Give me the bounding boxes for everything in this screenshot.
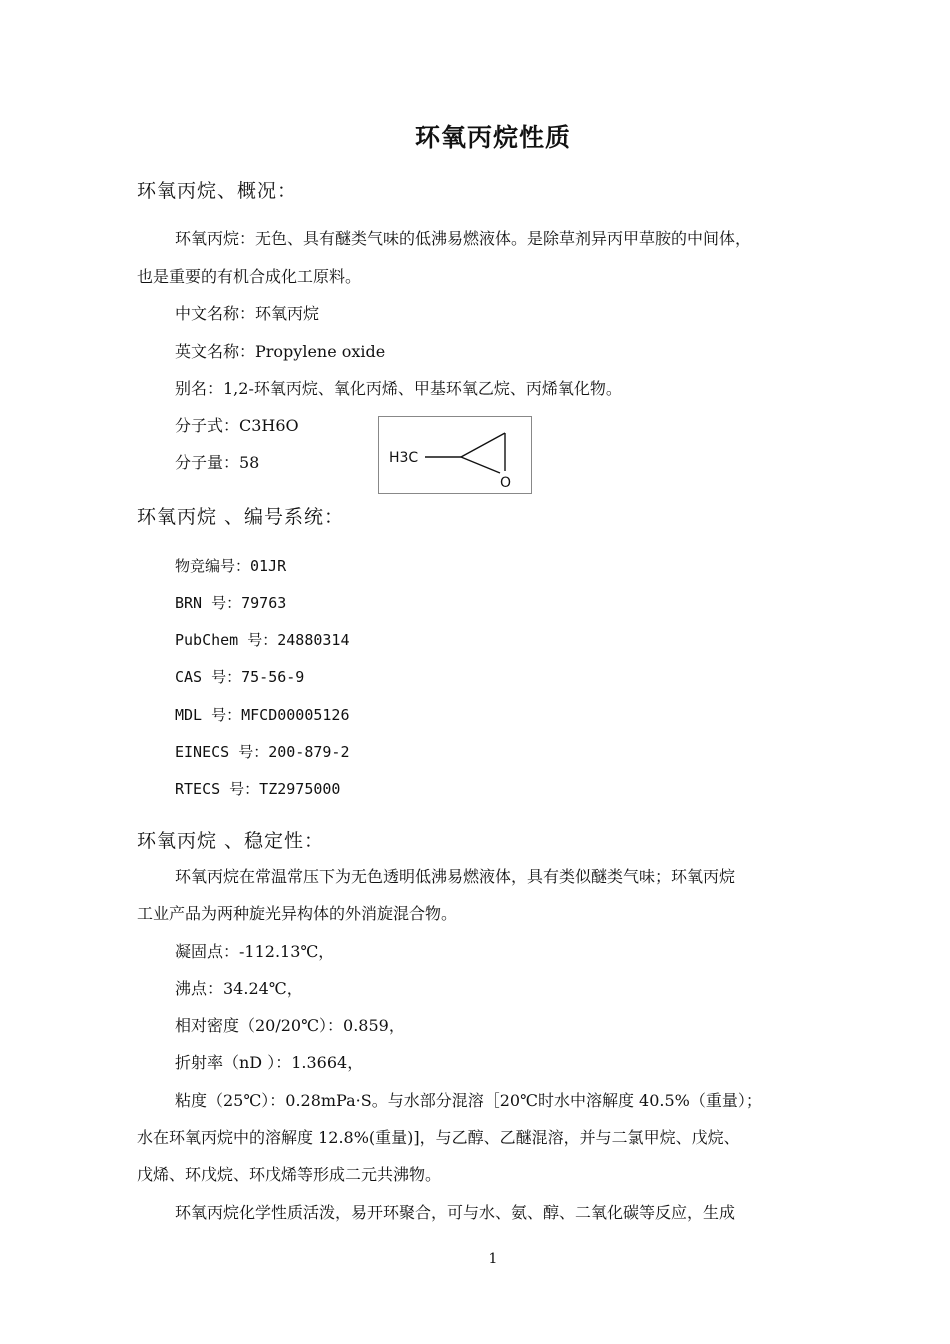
section-heading-numbering: 环氧丙烷 、编号系统：: [137, 506, 345, 528]
molecular-weight: 分子量：58: [175, 453, 260, 472]
viscosity-line1: 粘度（25℃）：0.28mPa·S。与水部分混溶［20℃时水中溶解度 40.5%（重量）；: [175, 1091, 762, 1110]
structure-diagram: [378, 416, 532, 494]
freezing-point: 凝固点：-112.13℃，: [175, 942, 335, 961]
english-name: 英文名称：Propylene oxide: [175, 342, 386, 361]
overview-desc-line1: 环氧丙烷：无色、具有醚类气味的低沸易燃液体。是除草剂异丙甲草胺的中间体，: [175, 229, 752, 248]
molecular-formula: 分子式：C3H6O: [175, 416, 299, 435]
chinese-name: 中文名称：环氧丙烷: [175, 304, 320, 323]
page-number: 1: [488, 1251, 498, 1267]
stability-p1-line2: 工业产品为两种旋光异构体的外消旋混合物。: [137, 904, 458, 923]
refractive-index: 折射率（nD ）：1.3664，: [175, 1053, 364, 1072]
viscosity-line3: 戊烯、环戊烷、环戊烯等形成二元共沸物。: [137, 1165, 442, 1184]
stability-p1-line1: 环氧丙烷在常温常压下为无色透明低沸易燃液体，具有类似醚类气味；环氧丙烷: [175, 867, 736, 886]
section-heading-overview: 环氧丙烷、概况：: [137, 180, 298, 202]
alias: 别名：1,2-环氧丙烷、氧化丙烯、甲基环氧乙烷、丙烯氧化物。: [175, 379, 622, 398]
numbering-item: BRN 号：79763: [175, 594, 287, 612]
chemical-property-line1: 环氧丙烷化学性质活泼，易开环聚合，可与水、氨、醇、二氧化碳等反应，生成: [175, 1203, 736, 1222]
section-heading-stability: 环氧丙烷 、稳定性：: [137, 830, 325, 852]
numbering-item: PubChem 号：24880314: [175, 631, 350, 649]
propylene-oxide-structure: [379, 417, 531, 493]
numbering-item: CAS 号：75-56-9: [175, 668, 305, 686]
numbering-item: MDL 号：MFCD00005126: [175, 706, 350, 724]
relative-density: 相对密度（20/20℃）：0.859，: [175, 1016, 405, 1035]
numbering-item: 物竞编号：01JR: [175, 557, 287, 575]
page-title: 环氧丙烷性质: [414, 123, 571, 152]
methyl-label: H3C: [389, 450, 419, 466]
overview-desc-line2: 也是重要的有机合成化工原料。: [137, 267, 362, 286]
numbering-item: EINECS 号：200-879-2: [175, 743, 350, 761]
numbering-item: RTECS 号：TZ2975000: [175, 780, 341, 798]
viscosity-line2: 水在环氧丙烷中的溶解度 12.8%(重量)]，与乙醇、乙醚混溶，并与二氯甲烷、戊烷、: [137, 1128, 740, 1147]
boiling-point: 沸点：34.24℃，: [175, 979, 303, 998]
oxygen-label: O: [500, 475, 512, 491]
